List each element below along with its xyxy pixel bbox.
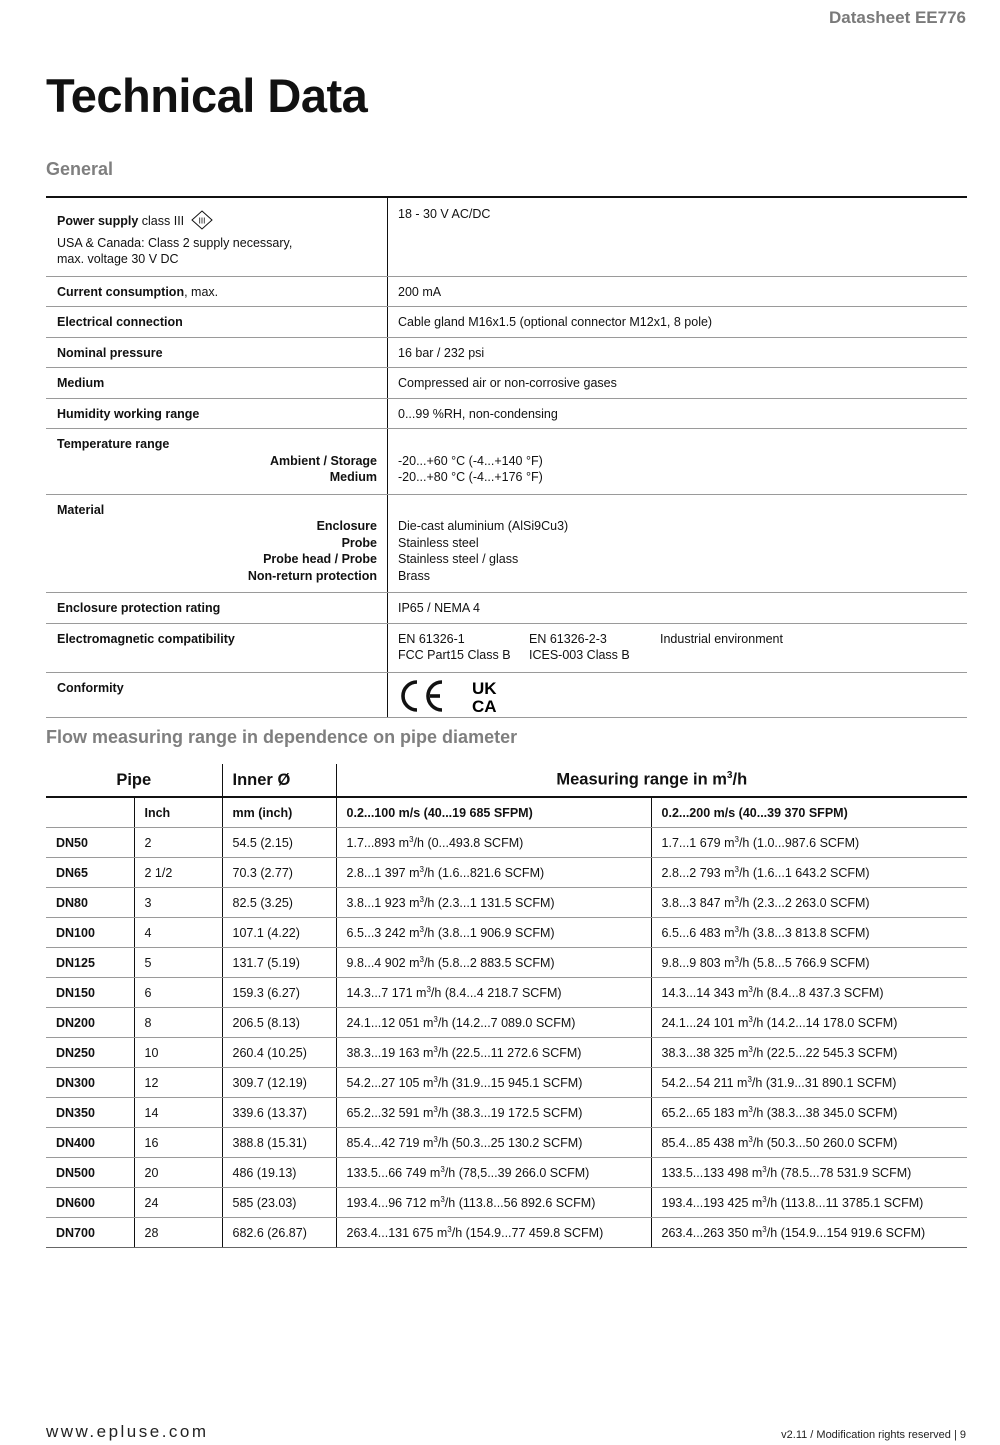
row-pressure (46, 337, 967, 368)
range-100: 2.8...1 397 $m^3/h$ (1.6...821.6 SCFM) (336, 858, 651, 888)
subheader-inch: Inch (134, 797, 222, 828)
table-row (46, 1038, 967, 1068)
pipe-inch: 14 (134, 1098, 222, 1128)
inner-diameter: 260.4 (10.25) (222, 1038, 336, 1068)
inner-diameter: 107.1 (4.22) (222, 918, 336, 948)
inner-diameter: 159.3 (6.27) (222, 978, 336, 1008)
pipe-inch: 24 (134, 1188, 222, 1218)
section-title-flow: Flow measuring range in dependence on pipe diameter (46, 727, 518, 747)
inner-diameter: 486 (19.13) (222, 1158, 336, 1188)
material-values: Die-cast aluminium (AlSi9Cu3) Stainless steel Stainless steel / glass Brass (388, 494, 968, 593)
range-100: 1.7...893 $m^3/h$ (0...493.8 SCFM) (336, 828, 651, 858)
range-100: 263.4...131 675 $m^3/h$ (154.9...77 459.8 SCFM) (336, 1218, 651, 1248)
electrical-value: Cable gland M16x1.5 (optional connector M12x1, 8 pole) (388, 307, 968, 338)
table-row (46, 1188, 967, 1218)
range-200: 65.2...65 183 $m^3/h$ (38.3...38 345.0 SCFM) (651, 1098, 967, 1128)
pipe-inch: 3 (134, 888, 222, 918)
row-protection (46, 593, 967, 624)
footer-version: v2.11 / Modification rights reserved | 9 (781, 1429, 966, 1441)
pipe-inch: 10 (134, 1038, 222, 1068)
table-row (46, 888, 967, 918)
range-200: 263.4...263 350 $m^3/h$ (154.9...154 919.6 SCFM) (651, 1218, 967, 1248)
pipe-inch: 16 (134, 1128, 222, 1158)
pipe-inch: 8 (134, 1008, 222, 1038)
table-row (46, 1008, 967, 1038)
row-medium (46, 368, 967, 399)
range-100: 6.5...3 242 $m^3/h$ (3.8...1 906.9 SCFM) (336, 918, 651, 948)
range-100: 65.2...32 591 $m^3/h$ (38.3...19 172.5 SCFM) (336, 1098, 651, 1128)
pipe-dn: DN400 (46, 1128, 134, 1158)
inner-diameter: 70.3 (2.77) (222, 858, 336, 888)
flow-subheader-row (46, 797, 967, 828)
class-iii-icon (191, 210, 213, 235)
range-200: 193.4...193 425 $m^3/h$ (113.8...11 3785.1 SCFM) (651, 1188, 967, 1218)
conformity-logos (388, 672, 968, 717)
svg-text:UK: UK (472, 678, 497, 698)
protection-label: Enclosure protection rating (46, 593, 388, 624)
row-conformity (46, 672, 967, 717)
pipe-dn: DN100 (46, 918, 134, 948)
footer-website: www.epluse.com (46, 1422, 209, 1441)
pipe-inch: 2 (134, 828, 222, 858)
page-title: Technical Data (46, 69, 368, 122)
electrical-label: Electrical connection (46, 307, 388, 338)
range-100: 85.4...42 719 $m^3/h$ (50.3...25 130.2 SCFM) (336, 1128, 651, 1158)
range-100: 193.4...96 712 $m^3/h$ (113.8...56 892.6 SCFM) (336, 1188, 651, 1218)
pressure-label: Nominal pressure (46, 337, 388, 368)
emc-values: EN 61326-1 EN 61326-2-3 Industrial environment FCC Part15 Class B ICES-003 Class B (388, 623, 968, 672)
pressure-value: 16 bar / 232 psi (388, 337, 968, 368)
inner-diameter: 206.5 (8.13) (222, 1008, 336, 1038)
power-supply-label: Power supply class III III USA & Canada: Class 2 supply necessary, max. voltage 30 V DC (46, 197, 388, 276)
range-200: 1.7...1 679 $m^3/h$ (1.0...987.6 SCFM) (651, 828, 967, 858)
table-row (46, 1128, 967, 1158)
table-row (46, 828, 967, 858)
inner-diameter: 682.6 (26.87) (222, 1218, 336, 1248)
range-200: 54.2...54 211 $m^3/h$ (31.9...31 890.1 SCFM) (651, 1068, 967, 1098)
temperature-label: Temperature range Ambient / Storage Medium (46, 429, 388, 495)
range-200: 38.3...38 325 $m^3/h$ (22.5...22 545.3 SCFM) (651, 1038, 967, 1068)
pipe-dn: DN300 (46, 1068, 134, 1098)
table-row (46, 1218, 967, 1248)
range-200: 133.5...133 498 $m^3/h$ (78.5...78 531.9 SCFM) (651, 1158, 967, 1188)
pipe-inch: 20 (134, 1158, 222, 1188)
pipe-inch: 12 (134, 1068, 222, 1098)
flow-header-row (46, 764, 967, 797)
subheader-range-100: 0.2...100 m/s (40...19 685 SFPM) (336, 797, 651, 828)
row-material (46, 494, 967, 593)
table-row (46, 1158, 967, 1188)
temperature-values: -20...+60 °C (-4...+140 °F) -20...+80 °C (-4...+176 °F) (388, 429, 968, 495)
general-table (46, 196, 967, 718)
row-current (46, 276, 967, 307)
table-row (46, 1098, 967, 1128)
document-header: Datasheet EE776 (828, 8, 966, 27)
table-row (46, 918, 967, 948)
table-row (46, 978, 967, 1008)
table-row (46, 948, 967, 978)
protection-value: IP65 / NEMA 4 (388, 593, 968, 624)
pipe-dn: DN65 (46, 858, 134, 888)
power-supply-value: 18 - 30 V AC/DC (388, 197, 968, 276)
inner-diameter: 339.6 (13.37) (222, 1098, 336, 1128)
pipe-inch: 5 (134, 948, 222, 978)
pipe-inch: 6 (134, 978, 222, 1008)
table-row (46, 858, 967, 888)
range-100: 9.8...4 902 $m^3/h$ (5.8...2 883.5 SCFM) (336, 948, 651, 978)
emc-label: Electromagnetic compatibility (46, 623, 388, 672)
subheader-range-200: 0.2...200 m/s (40...39 370 SFPM) (651, 797, 967, 828)
inner-diameter: 131.7 (5.19) (222, 948, 336, 978)
current-value: 200 mA (388, 276, 968, 307)
range-100: 54.2...27 105 $m^3/h$ (31.9...15 945.1 SCFM) (336, 1068, 651, 1098)
range-200: 24.1...24 101 $m^3/h$ (14.2...14 178.0 SCFM) (651, 1008, 967, 1038)
table-row (46, 1068, 967, 1098)
inner-diameter: 388.8 (15.31) (222, 1128, 336, 1158)
range-100: 14.3...7 171 $m^3/h$ (8.4...4 218.7 SCFM) (336, 978, 651, 1008)
range-200: 9.8...9 803 $m^3/h$ (5.8...5 766.9 SCFM) (651, 948, 967, 978)
svg-text:III: III (198, 216, 205, 226)
range-200: 2.8...2 793 $m^3/h$ (1.6...1 643.2 SCFM) (651, 858, 967, 888)
pipe-dn: DN500 (46, 1158, 134, 1188)
inner-diameter: 82.5 (3.25) (222, 888, 336, 918)
pipe-inch: 2 1/2 (134, 858, 222, 888)
row-power-supply (46, 197, 967, 276)
flow-table (46, 764, 967, 1248)
pipe-inch: 4 (134, 918, 222, 948)
range-200: 14.3...14 343 $m^3/h$ (8.4...8 437.3 SCFM) (651, 978, 967, 1008)
range-200: 3.8...3 847 $m^3/h$ (2.3...2 263.0 SCFM) (651, 888, 967, 918)
humidity-value: 0...99 %RH, non-condensing (388, 398, 968, 429)
pipe-dn: DN50 (46, 828, 134, 858)
medium-value: Compressed air or non-corrosive gases (388, 368, 968, 399)
ukca-mark-icon (472, 679, 508, 713)
pipe-dn: DN600 (46, 1188, 134, 1218)
subheader-empty (46, 797, 134, 828)
humidity-label: Humidity working range (46, 398, 388, 429)
pipe-inch: 28 (134, 1218, 222, 1248)
ce-mark-icon (398, 679, 444, 713)
svg-text:CA: CA (472, 696, 497, 713)
section-title-general: General (46, 159, 114, 179)
inner-diameter: 585 (23.03) (222, 1188, 336, 1218)
range-100: 38.3...19 163 $m^3/h$ (22.5...11 272.6 SCFM) (336, 1038, 651, 1068)
pipe-dn: DN350 (46, 1098, 134, 1128)
pipe-dn: DN80 (46, 888, 134, 918)
header-range: Measuring range in $m^3/h$ (336, 764, 967, 797)
range-100: 3.8...1 923 $m^3/h$ (2.3...1 131.5 SCFM) (336, 888, 651, 918)
inner-diameter: 54.5 (2.15) (222, 828, 336, 858)
pipe-dn: DN150 (46, 978, 134, 1008)
pipe-dn: DN250 (46, 1038, 134, 1068)
subheader-mm: mm (inch) (222, 797, 336, 828)
range-200: 85.4...85 438 $m^3/h$ (50.3...50 260.0 SCFM) (651, 1128, 967, 1158)
range-200: 6.5...6 483 $m^3/h$ (3.8...3 813.8 SCFM) (651, 918, 967, 948)
pipe-dn: DN125 (46, 948, 134, 978)
row-emc (46, 623, 967, 672)
conformity-label: Conformity (46, 672, 388, 717)
header-inner: Inner Ø (222, 764, 336, 797)
inner-diameter: 309.7 (12.19) (222, 1068, 336, 1098)
material-label: Material Enclosure Probe Probe head / Probe Non-return protection (46, 494, 388, 593)
row-humidity (46, 398, 967, 429)
pipe-dn: DN200 (46, 1008, 134, 1038)
range-100: 133.5...66 749 $m^3/h$ (78,5...39 266.0 SCFM) (336, 1158, 651, 1188)
header-pipe: Pipe (46, 764, 222, 797)
current-label: Current consumption, max. (46, 276, 388, 307)
row-electrical (46, 307, 967, 338)
medium-label: Medium (46, 368, 388, 399)
row-temperature (46, 429, 967, 495)
range-100: 24.1...12 051 $m^3/h$ (14.2...7 089.0 SCFM) (336, 1008, 651, 1038)
pipe-dn: DN700 (46, 1218, 134, 1248)
